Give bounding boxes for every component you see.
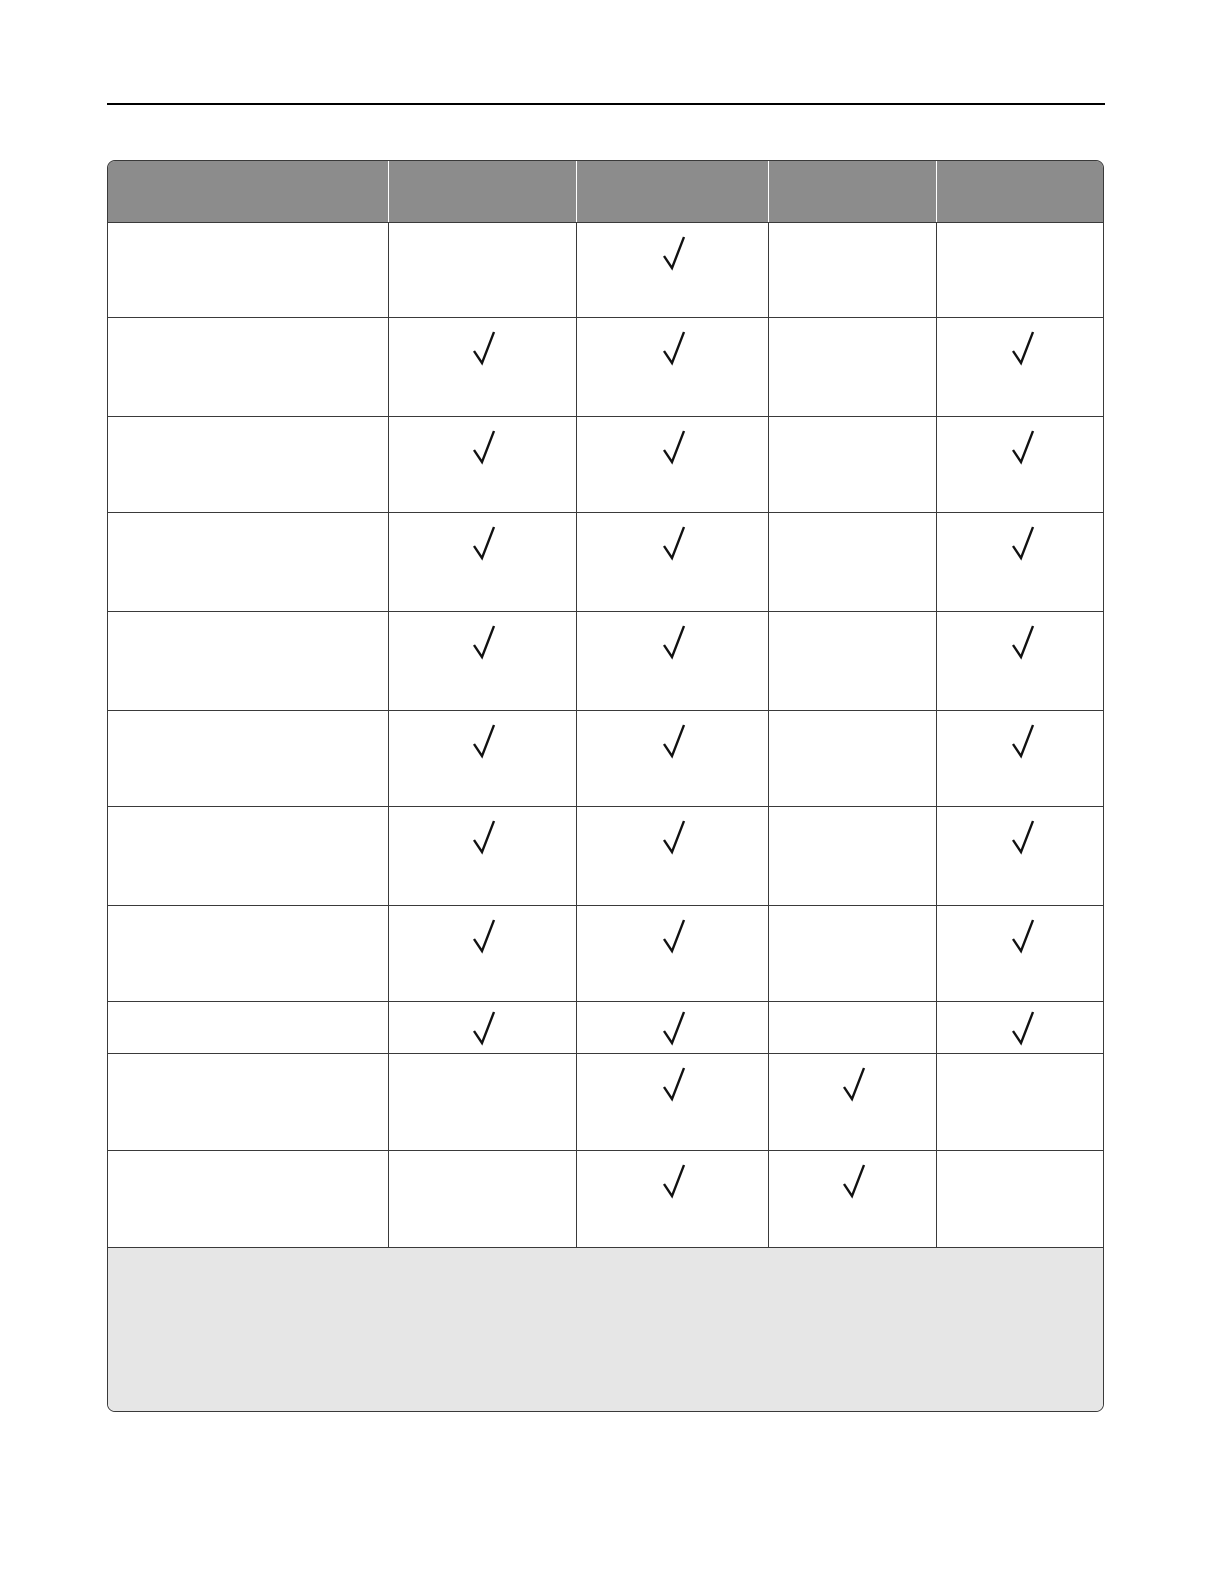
table-cell	[936, 612, 1104, 710]
row-label	[108, 807, 388, 905]
checkmark-icon	[662, 624, 686, 660]
table-cell	[576, 1054, 768, 1150]
column-header-2	[576, 161, 768, 222]
table-cell	[936, 1151, 1104, 1247]
table-cell	[576, 223, 768, 317]
header-divider	[388, 161, 389, 222]
checkmark-icon	[472, 1010, 496, 1046]
table-cell	[576, 612, 768, 710]
checkmark-icon	[662, 235, 686, 271]
table-row	[108, 512, 1103, 611]
table-row	[108, 1150, 1103, 1247]
table-cell	[768, 223, 936, 317]
checkmark-icon	[1011, 429, 1035, 465]
table-cell	[768, 513, 936, 611]
table-cell	[576, 807, 768, 905]
table-cell	[388, 1151, 576, 1247]
column-divider	[936, 222, 937, 1247]
checkmark-icon	[662, 918, 686, 954]
table-row	[108, 611, 1103, 710]
table-cell	[388, 711, 576, 806]
table-row	[108, 710, 1103, 806]
checkmark-icon	[662, 330, 686, 366]
row-label	[108, 711, 388, 806]
table-cell	[768, 906, 936, 1001]
row-label	[108, 906, 388, 1001]
table-cell	[936, 711, 1104, 806]
table-cell	[388, 417, 576, 512]
table-cell	[576, 906, 768, 1001]
table-cell	[936, 1002, 1104, 1053]
table-row	[108, 806, 1103, 905]
header-divider	[576, 161, 577, 222]
row-label	[108, 1054, 388, 1150]
table-cell	[576, 417, 768, 512]
table-cell	[768, 1002, 936, 1053]
checkmark-icon	[472, 429, 496, 465]
column-header-4	[936, 161, 1104, 222]
row-label	[108, 417, 388, 512]
table-cell	[388, 1002, 576, 1053]
checkmark-icon	[472, 723, 496, 759]
checkmark-icon	[472, 330, 496, 366]
table-row	[108, 1001, 1103, 1053]
column-divider	[576, 222, 577, 1247]
table-cell	[388, 223, 576, 317]
checkmark-icon	[842, 1066, 866, 1102]
table-header-row	[108, 161, 1103, 222]
header-divider	[768, 161, 769, 222]
row-label	[108, 513, 388, 611]
table-cell	[388, 906, 576, 1001]
table-cell	[576, 1151, 768, 1247]
checkmark-icon	[842, 1163, 866, 1199]
checkmark-icon	[1011, 1010, 1035, 1046]
checkmark-icon	[1011, 918, 1035, 954]
table-cell	[768, 807, 936, 905]
table-cell	[936, 807, 1104, 905]
table-cell	[936, 906, 1104, 1001]
table-footnote	[108, 1247, 1103, 1412]
checkmark-icon	[662, 1163, 686, 1199]
table-cell	[768, 1151, 936, 1247]
table-cell	[388, 513, 576, 611]
checkmark-icon	[662, 723, 686, 759]
checkmark-icon	[662, 525, 686, 561]
header-rule	[107, 103, 1105, 105]
checkmark-icon	[1011, 819, 1035, 855]
table-row	[108, 1053, 1103, 1150]
table-cell	[768, 612, 936, 710]
checkmark-icon	[1011, 723, 1035, 759]
column-header-1	[388, 161, 576, 222]
table-cell	[388, 318, 576, 416]
row-label	[108, 223, 388, 317]
table-cell	[936, 1054, 1104, 1150]
table-cell	[576, 513, 768, 611]
table-cell	[936, 513, 1104, 611]
table-cell	[936, 417, 1104, 512]
row-label	[108, 612, 388, 710]
header-divider	[936, 161, 937, 222]
table-cell	[768, 1054, 936, 1150]
table-cell	[388, 1054, 576, 1150]
checkmark-icon	[1011, 525, 1035, 561]
table-cell	[768, 711, 936, 806]
checkmark-icon	[662, 819, 686, 855]
table-cell	[936, 318, 1104, 416]
table-cell	[576, 711, 768, 806]
row-label	[108, 318, 388, 416]
row-label	[108, 1002, 388, 1053]
checkmark-icon	[662, 429, 686, 465]
compatibility-table	[107, 160, 1104, 1412]
checkmark-icon	[472, 918, 496, 954]
checkmark-icon	[662, 1010, 686, 1046]
table-cell	[768, 318, 936, 416]
table-row	[108, 416, 1103, 512]
checkmark-icon	[472, 819, 496, 855]
table-row	[108, 317, 1103, 416]
table-cell	[388, 612, 576, 710]
column-divider	[768, 222, 769, 1247]
column-header-3	[768, 161, 936, 222]
checkmark-icon	[662, 1066, 686, 1102]
table-cell	[576, 318, 768, 416]
table-cell	[936, 223, 1104, 317]
column-header-0	[108, 161, 388, 222]
table-row	[108, 222, 1103, 317]
checkmark-icon	[1011, 624, 1035, 660]
column-divider	[388, 222, 389, 1247]
table-cell	[576, 1002, 768, 1053]
checkmark-icon	[472, 525, 496, 561]
checkmark-icon	[472, 624, 496, 660]
table-row	[108, 905, 1103, 1001]
checkmark-icon	[1011, 330, 1035, 366]
table-cell	[768, 417, 936, 512]
table-cell	[388, 807, 576, 905]
row-label	[108, 1151, 388, 1247]
